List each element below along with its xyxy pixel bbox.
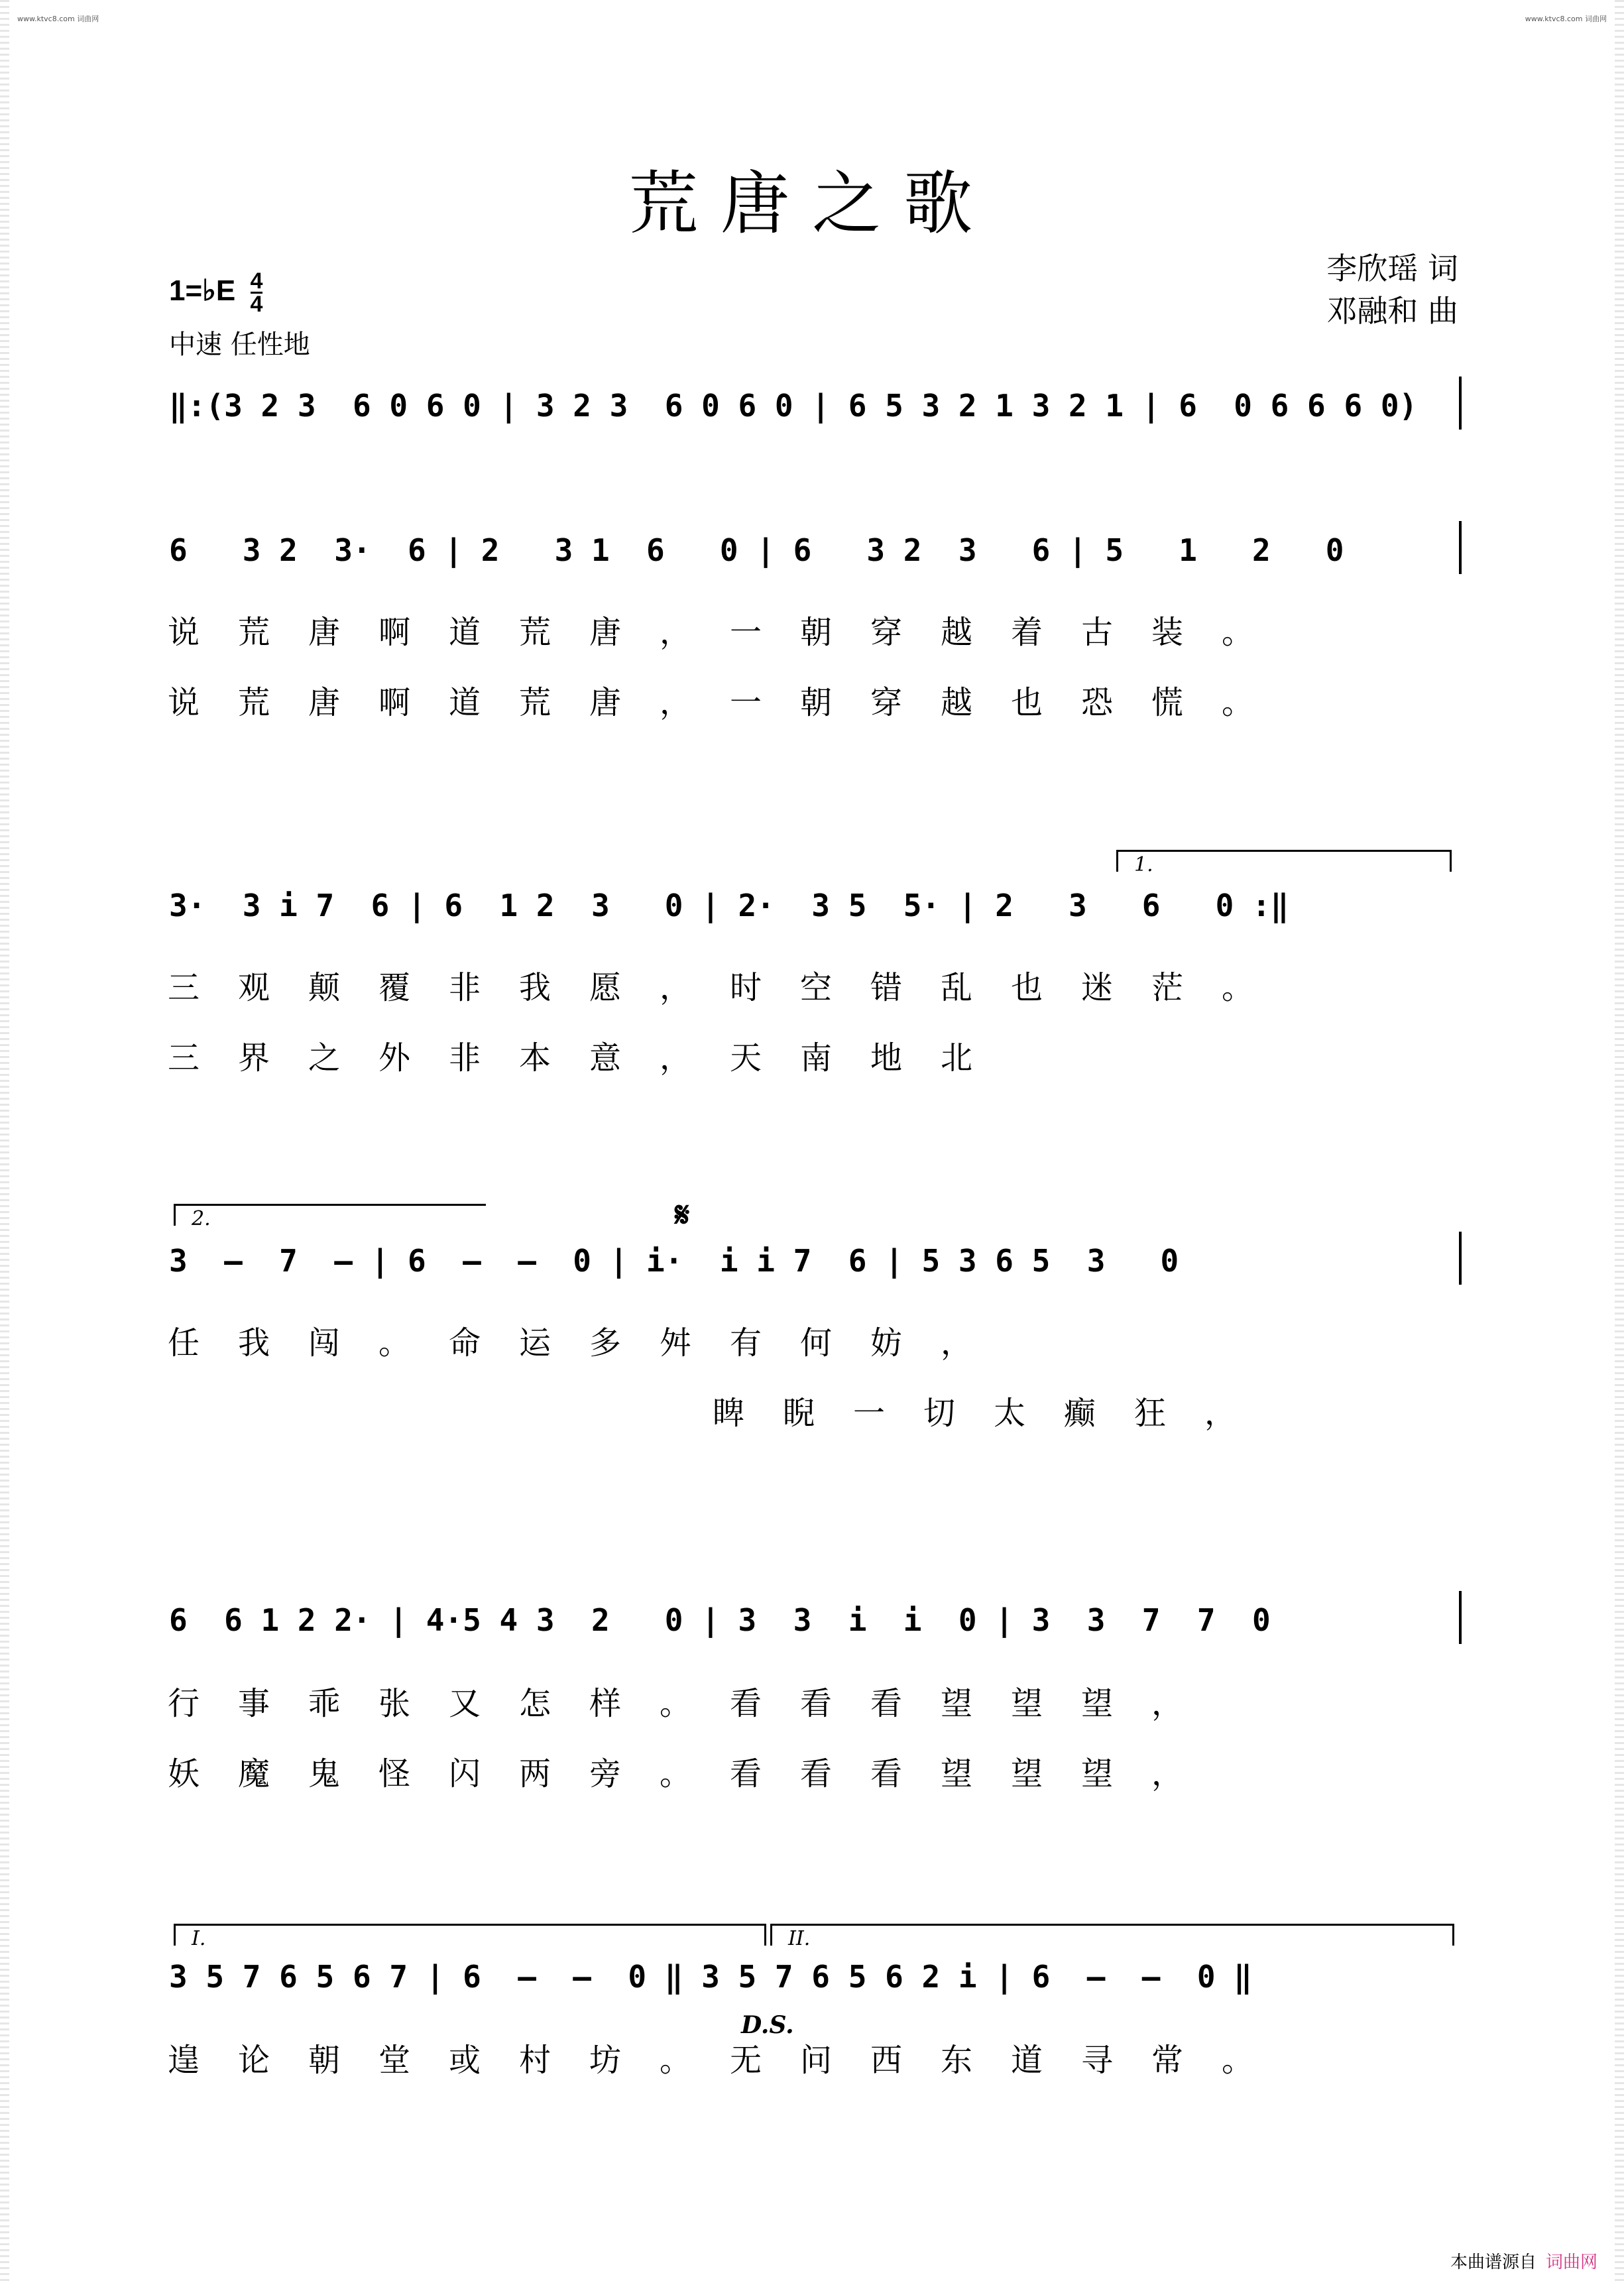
site-watermark-left: www.ktvc8.com 词曲网 xyxy=(17,15,99,23)
right-border-decoration xyxy=(1615,0,1624,2283)
dal-segno-marking: D.S. xyxy=(741,2011,794,2039)
site-watermark-right: www.ktvc8.com 词曲网 xyxy=(1525,15,1607,23)
volta-bracket-1 xyxy=(1116,850,1452,876)
score-line-5 xyxy=(162,1600,1462,1640)
time-sig-top: 4 xyxy=(250,268,263,294)
score-line-6 xyxy=(162,1957,1462,1997)
barline xyxy=(1459,377,1462,430)
lyrics-line-3-verse-2: 三界之外非本意，天南地北 xyxy=(168,1039,1012,1077)
notes-line-3: 3· 3 i 7 6 | 6 1 2 3 0 | 2· 3 5 5· | 2 3 6 0 :‖ xyxy=(169,888,1289,923)
score-line-1 xyxy=(162,386,1462,426)
volta-label-second: II. xyxy=(788,1927,811,1950)
volta-label-2: 2. xyxy=(192,1207,211,1230)
footer-source xyxy=(1450,2249,1597,2273)
key-signature xyxy=(169,270,262,315)
composer-credit: 邓融和 曲 xyxy=(1326,293,1458,329)
lyrics-line-4-verse-2: 睥睨一切太癫狂， xyxy=(713,1395,1275,1432)
notes-line-6: 3 5 7 6 5 6 7 | 6 – – 0 ‖ 3 5 7 6 5 6 2 i | 6 – – 0 ‖ xyxy=(169,1959,1252,1995)
notes-line-2: 6 3 2 3· 6 | 2 3 1 6 0 | 6 3 2 3 6 | 5 1 2 0 xyxy=(169,532,1344,568)
volta-label-first: I. xyxy=(192,1927,206,1950)
barline xyxy=(1459,1591,1462,1644)
lyrics-line-2-verse-1: 说荒唐啊道荒唐，一朝穿越着古装。 xyxy=(168,614,1293,651)
tempo-marking: 中速 任性地 xyxy=(169,329,310,360)
volta-bracket-2 xyxy=(174,1204,486,1230)
song-title: 荒唐之歌 xyxy=(628,163,995,244)
footer-site-link[interactable]: 词曲网 xyxy=(1545,2253,1597,2272)
volta-bracket-second-ending xyxy=(770,1924,1454,1950)
lyrics-line-6: 遑论朝堂或村坊。无问西东道寻常。 xyxy=(168,2042,1293,2079)
lyrics-line-2-verse-2: 说荒唐啊道荒唐，一朝穿越也恐慌。 xyxy=(168,684,1293,721)
time-sig-bottom: 4 xyxy=(250,292,263,317)
score-line-4 xyxy=(162,1241,1462,1281)
lyrics-line-3-verse-1: 三观颠覆非我愿，时空错乱也迷茫。 xyxy=(168,969,1293,1006)
barline xyxy=(1459,521,1462,574)
barline xyxy=(1459,1232,1462,1285)
notes-line-5: 6 6 1 2 2· | 4·5 4 3 2 0 | 3 3 i i 0 | 3 3 7 7 0 xyxy=(169,1602,1271,1638)
lyricist-credit: 李欣瑶 词 xyxy=(1326,251,1458,286)
segno-sign: 𝄋 xyxy=(675,1195,690,1235)
time-signature xyxy=(251,270,263,315)
score-line-3 xyxy=(162,886,1462,925)
footer-source-text: 本曲谱源自 xyxy=(1450,2253,1537,2272)
key-text: 1=♭E xyxy=(169,274,236,308)
volta-bracket-first-ending xyxy=(174,1924,766,1950)
notes-line-4: 3 – 7 – | 6 – – 0 | i· i i 7 6 | 5 3 6 5 3 0 xyxy=(169,1243,1179,1279)
volta-label-1: 1. xyxy=(1134,853,1153,876)
score-line-2 xyxy=(162,530,1462,570)
left-border-decoration xyxy=(0,0,9,2283)
notes-line-1: ‖:(3 2 3 6 0 6 0 | 3 2 3 6 0 6 0 | 6 5 3 2 1 3 2 1 | 6 0 6 6 6 0) xyxy=(169,388,1418,424)
lyrics-line-4-verse-1: 任我闯。命运多舛有何妨， xyxy=(168,1324,1012,1362)
lyrics-line-5-verse-2: 妖魔鬼怪闪两旁。看看看望望望， xyxy=(168,1755,1222,1792)
lyrics-line-5-verse-1: 行事乖张又怎样。看看看望望望， xyxy=(168,1685,1222,1722)
